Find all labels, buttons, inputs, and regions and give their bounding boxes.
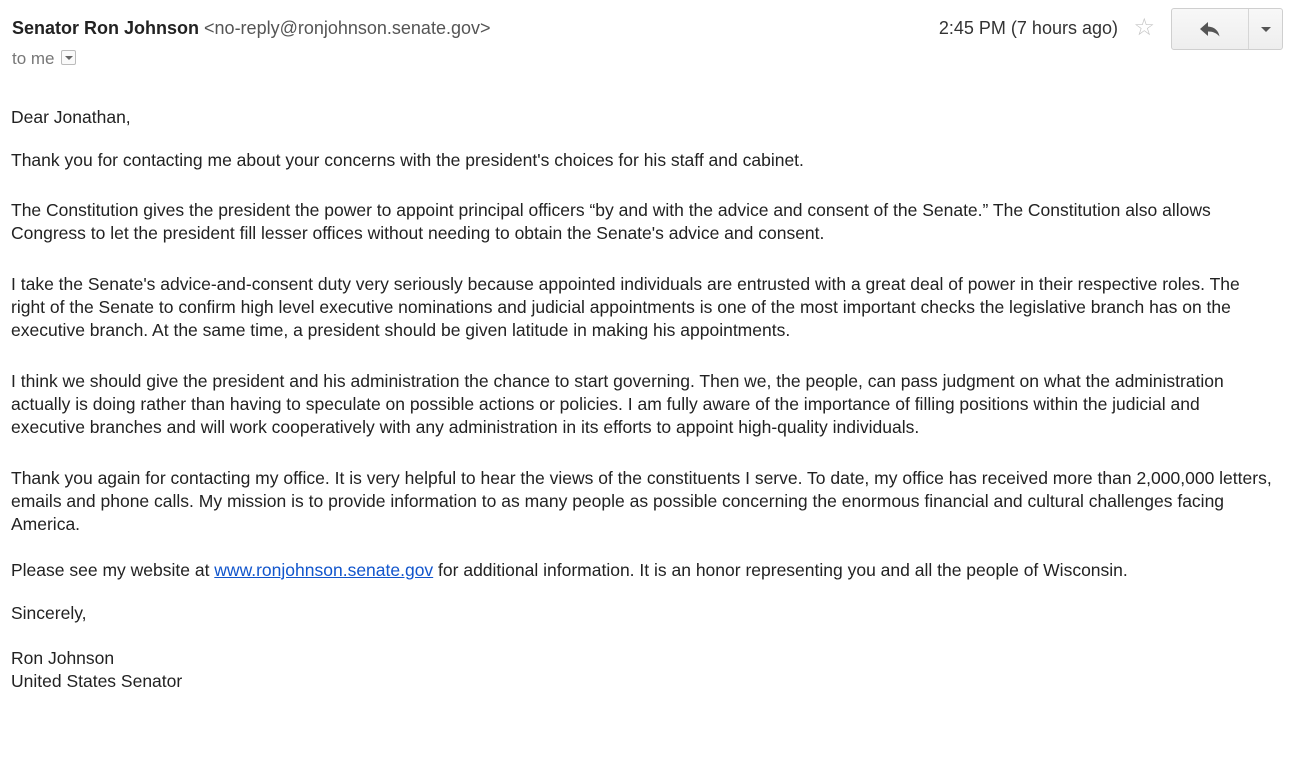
closing: Sincerely, — [11, 603, 87, 623]
website-link[interactable]: www.ronjohnson.senate.gov — [214, 560, 434, 580]
reply-icon — [1199, 21, 1221, 37]
email-header — [12, 15, 1283, 75]
chevron-down-icon — [1261, 27, 1271, 32]
paragraph-3: I take the Senate's advice-and-consent duty very seriously because appointed individuals are entrusted with a great deal of power in their respective roles. The right of the Senate to confirm high level executive nominations and judicial appointments is one of the most important checks the legislative branch has on the executive branch. At the same time, a president should be given latitude in making his appointments. — [11, 274, 1240, 340]
recipient-line — [12, 47, 76, 71]
recipient-label: to me — [12, 49, 55, 68]
sender-name[interactable]: Senator Ron Johnson — [12, 18, 200, 38]
sender-email[interactable]: <no-reply@ronjohnson.senate.gov> — [204, 18, 491, 38]
recipient-details-dropdown-icon[interactable] — [61, 50, 76, 65]
more-actions-button[interactable] — [1249, 9, 1282, 49]
paragraph-1: Thank you for contacting me about your concerns with the president's choices for his staff and cabinet. — [11, 150, 804, 170]
paragraph-6 — [11, 559, 1273, 582]
email-body — [11, 106, 1273, 693]
reply-button-group — [1171, 8, 1283, 50]
paragraph-6-start: Please see my website at — [11, 560, 215, 580]
paragraph-6-end: for additional information. It is an honor representing you and all the people of Wisconsin. — [433, 560, 1128, 580]
paragraph-4: I think we should give the president and his administration the chance to start governing. Then we, the people, can pass judgment on what the administration actually is doing rather than having to speculate on possible actions or policies. I am fully aware of the importance of filling positions within the judicial and executive branches and will work cooperatively with any administration in its efforts to appoint high-quality individuals. — [11, 371, 1224, 437]
paragraph-5: Thank you again for contacting my office. It is very helpful to hear the views of the constituents I serve. To date, my office has received more than 2,000,000 letters, emails and phone calls. My mission is to provide information to as many people as possible concerning the enormous financial and cultural challenges facing America. — [11, 468, 1272, 534]
signature-title: United States Senator — [11, 671, 183, 691]
star-icon[interactable]: ☆ — [1133, 14, 1155, 41]
greeting: Dear Jonathan, — [11, 107, 131, 127]
signature-name: Ron Johnson — [11, 648, 115, 668]
sender-line — [12, 15, 491, 41]
paragraph-2: The Constitution gives the president the power to appoint principal officers “by and with the advice and consent of the Senate.” The Constitution also allows Congress to let the president fill lesser offices without needing to obtain the Senate's advice and consent. — [11, 200, 1211, 243]
message-timestamp[interactable]: 2:45 PM (7 hours ago) — [938, 18, 1118, 38]
reply-button[interactable] — [1172, 9, 1249, 49]
